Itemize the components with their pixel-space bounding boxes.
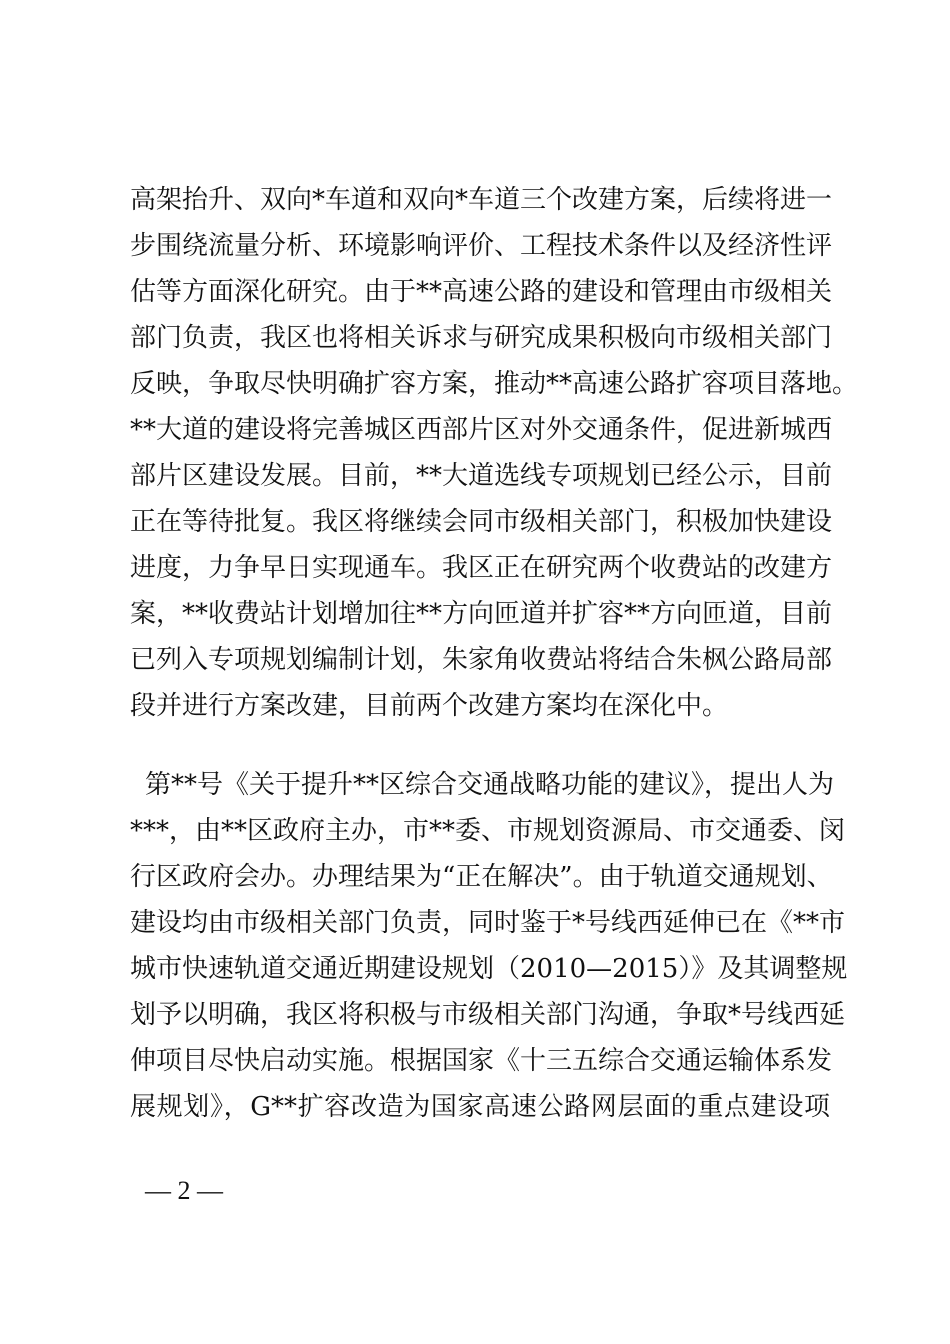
paragraph-1-line-12: 段并进行方案改建，目前两个改建方案均在深化中。: [130, 691, 729, 721]
paragraph-2-line-1: 第**号《关于提升**区综合交通战略功能的建议》，提出人为: [145, 770, 835, 800]
paragraph-1-line-10: 案，**收费站计划增加往**方向匝道并扩容**方向匝道，目前: [130, 599, 833, 629]
paragraph-2-line-3: 行区政府会办。办理结果为“正在解决”。由于轨道交通规划、: [130, 862, 833, 892]
paragraph-2-line-8: 展规划》，G**扩容改造为国家高速公路网层面的重点建设项: [130, 1092, 830, 1122]
paragraph-1-line-3: 估等方面深化研究。由于**高速公路的建设和管理由市级相关: [130, 277, 833, 307]
paragraph-2-line-4: 建设均由市级相关部门负责，同时鉴于*号线西延伸已在《**市: [130, 908, 846, 938]
paragraph-1-line-7: 部片区建设发展。目前，**大道选线专项规划已经公示，目前: [130, 461, 833, 491]
paragraph-2-line-7: 伸项目尽快启动实施。根据国家《十三五综合交通运输体系发: [130, 1046, 833, 1076]
page-number: — 2 —: [145, 1176, 223, 1205]
paragraph-1-line-5: 反映，争取尽快明确扩容方案，推动**高速公路扩容项目落地。: [130, 369, 859, 399]
paragraph-2-line-6: 划予以明确，我区将积极与市级相关部门沟通，争取*号线西延: [130, 1000, 846, 1030]
paragraph-1-line-2: 步围绕流量分析、环境影响评价、工程技术条件以及经济性评: [130, 231, 833, 261]
paragraph-1-line-6: **大道的建设将完善城区西部片区对外交通条件，促进新城西: [130, 415, 833, 445]
paragraph-1-line-8: 正在等待批复。我区将继续会同市级相关部门，积极加快建设: [130, 507, 833, 537]
paragraph-1-line-1: 高架抬升、双向*车道和双向*车道三个改建方案，后续将进一: [130, 185, 833, 215]
paragraph-1-line-9: 进度，力争早日实现通车。我区正在研究两个收费站的改建方: [130, 553, 833, 583]
paragraph-1-line-11: 已列入专项规划编制计划，朱家角收费站将结合朱枫公路局部: [130, 645, 833, 675]
paragraph-1-line-4: 部门负责，我区也将相关诉求与研究成果积极向市级相关部门: [130, 323, 833, 353]
paragraph-2-line-5: 城市快速轨道交通近期建设规划（2010—2015）》及其调整规: [130, 954, 848, 984]
paragraph-2-line-2: ***，由**区政府主办，市**委、市规划资源局、市交通委、闵: [130, 816, 846, 846]
